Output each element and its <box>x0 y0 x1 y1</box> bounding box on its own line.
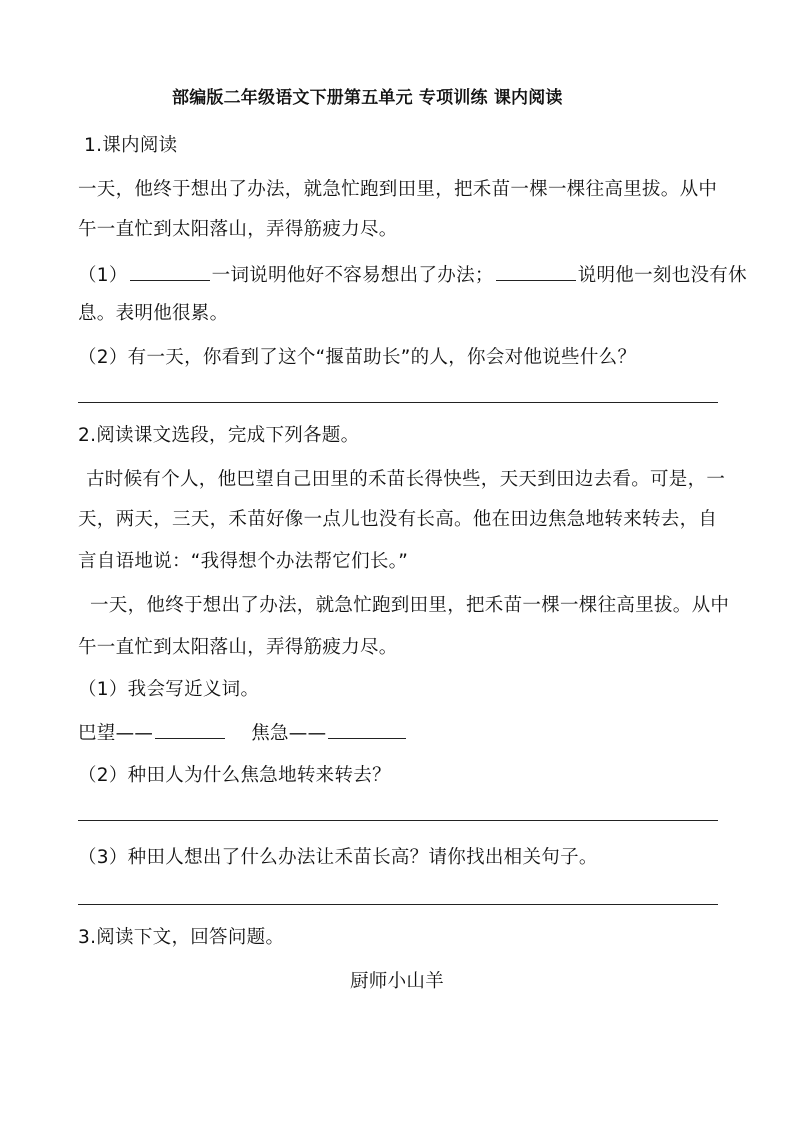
q2-synonym-1-label: 巴望—— <box>78 723 154 744</box>
q2-sub2-question: （2）种田人为什么焦急地转来转去？ <box>78 765 391 786</box>
q2-sub1-question: （1）我会写近义词。 <box>78 679 260 700</box>
q1-sub2-question: （2）有一天，你看到了这个“揠苗助长”的人，你会对他说些什么？ <box>78 347 637 368</box>
q1-sub1-suffix: 说明他一刻也没有休 <box>577 265 747 286</box>
q1-sub1-prefix: （1） <box>78 265 128 286</box>
q1-passage-line-2: 午一直忙到太阳落山，弄得筋疲力尽。 <box>78 219 398 240</box>
q2-heading: 2.阅读课文选段，完成下列各题。 <box>78 425 360 446</box>
q2-sub2-answer-line[interactable] <box>78 820 718 821</box>
q2-p2-line-2: 午一直忙到太阳落山，弄得筋疲力尽。 <box>78 637 398 658</box>
q3-heading: 3.阅读下文，回答问题。 <box>78 927 285 948</box>
q2-p2-line-1: 一天，他终于想出了办法，就急忙跑到田里，把禾苗一棵一棵往高里拔。从中 <box>90 595 730 616</box>
q2-p1-line-1: 古时候有个人，他巴望自己田里的禾苗长得快些，天天到田边去看。可是，一 <box>86 469 726 490</box>
q1-heading: 1.课内阅读 <box>84 135 178 156</box>
q2-sub3-question: （3）种田人想出了什么办法让禾苗长高？请你找出相关句子。 <box>78 847 598 868</box>
q1-blank-2[interactable] <box>496 262 576 281</box>
q3-story-title: 厨师小山羊 <box>350 971 445 992</box>
q2-synonym-1-blank[interactable] <box>155 720 225 739</box>
q2-p1-line-3: 言自语地说：“我得想个办法帮它们长。” <box>78 551 409 572</box>
q2-synonym-2-blank[interactable] <box>328 720 406 739</box>
page-title: 部编版二年级语文下册第五单元 专项训练 课内阅读 <box>172 88 563 108</box>
q2-sub3-answer-line[interactable] <box>78 904 718 905</box>
q1-answer-line[interactable] <box>78 402 718 403</box>
q1-blank-1[interactable] <box>130 262 210 281</box>
q2-synonym-row <box>78 720 408 746</box>
q1-passage-line-1: 一天，他终于想出了办法，就急忙跑到田里，把禾苗一棵一棵往高里拔。从中 <box>78 179 718 200</box>
q2-p1-line-2: 天，两天，三天，禾苗好像一点儿也没有长高。他在田边焦急地转来转去，自 <box>78 509 718 530</box>
q2-synonym-2-label: 焦急—— <box>251 723 327 744</box>
q1-sub1-line-1 <box>78 262 747 288</box>
q1-sub1-line-2: 息。表明他很累。 <box>78 303 229 324</box>
q1-sub1-mid: 一词说明他好不容易想出了办法； <box>211 265 494 286</box>
